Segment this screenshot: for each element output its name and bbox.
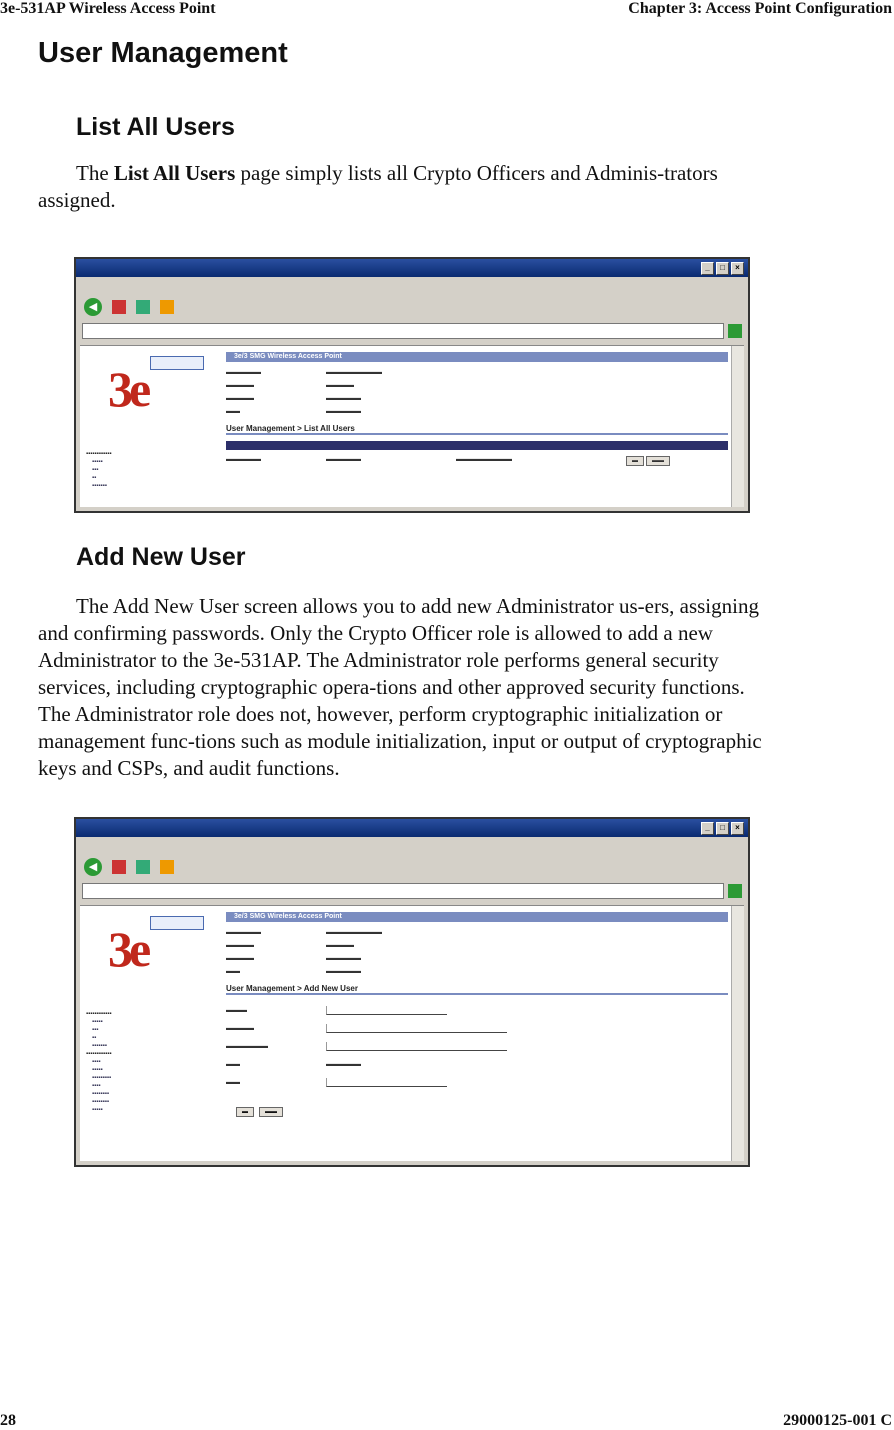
info-block: ▬▬▬▬▬ ▬▬▬▬▬▬▬▬ ▬▬▬▬ ▬▬▬▬ ▬▬▬▬ ▬▬▬▬▬ ▬▬ ▬▬▬▬▬ — [226, 369, 382, 415]
reset-button[interactable]: ▬▬ — [259, 1107, 283, 1117]
home-icon — [160, 860, 174, 874]
3e-logo: 3e — [108, 361, 148, 417]
home-icon — [160, 300, 174, 314]
back-icon: ◀ — [84, 858, 102, 876]
logo-badge — [150, 916, 204, 930]
list-all-users-heading: List All Users — [76, 113, 235, 141]
window-titlebar — [76, 259, 748, 277]
close-icon: × — [731, 262, 744, 275]
maximize-icon: □ — [716, 822, 729, 835]
section-heading: User Management > Add New User — [226, 984, 728, 995]
maximize-icon: □ — [716, 262, 729, 275]
page-content — [80, 345, 744, 507]
minimize-icon: _ — [701, 822, 714, 835]
browser-toolbar — [76, 853, 748, 881]
banner-bar: 3e/3 SMG Wireless Access Point — [226, 912, 728, 922]
password-field[interactable]: ▬▬▬▬ — [226, 1019, 728, 1037]
nav-list: ▪▪▪▪▪▪▪▪▪▪▪▪ ▪▪▪▪▪ ▪▪▪ ▪▪ ▪▪▪▪▪▪▪ — [86, 451, 112, 489]
list-all-users-screenshot — [74, 257, 750, 513]
add-new-user-heading: Add New User — [76, 543, 246, 571]
nav-list: ▪▪▪▪▪▪▪▪▪▪▪▪ ▪▪▪▪▪ ▪▪▪ ▪▪ ▪▪▪▪▪▪▪ ▪▪▪▪▪▪▪▪▪▪▪▪ ▪▪▪▪ ▪▪▪▪▪ ▪▪▪▪▪▪▪▪▪ ▪▪▪▪ ▪▪▪▪▪▪▪▪ ▪▪▪▪▪▪▪▪ ▪▪▪▪▪ — [86, 1011, 112, 1113]
add-button[interactable]: ▬ — [626, 456, 644, 466]
add-button[interactable]: ▬ — [236, 1107, 254, 1117]
logo-area — [80, 906, 220, 1161]
minimize-icon: _ — [701, 262, 714, 275]
main-panel — [226, 352, 728, 466]
page-number: 28 — [0, 1412, 16, 1429]
delete-button[interactable]: ▬▬ — [646, 456, 670, 466]
scrollbar[interactable] — [731, 906, 744, 1161]
scrollbar[interactable] — [731, 346, 744, 507]
address-input — [82, 323, 724, 339]
section-title: User Management — [38, 37, 288, 69]
menu-bar — [76, 277, 748, 293]
table-row: ▬▬▬▬▬ ▬▬▬▬▬ ▬▬▬▬▬▬▬▬ ▬ ▬▬ — [226, 450, 728, 466]
3e-logo: 3e — [108, 921, 148, 977]
user-form — [226, 1001, 728, 1091]
address-bar — [76, 321, 748, 341]
note-field[interactable]: ▬▬ — [226, 1073, 728, 1091]
stop-icon — [112, 300, 126, 314]
role-field[interactable]: ▬▬ ▬▬▬▬▬ — [226, 1060, 361, 1068]
add-new-user-screenshot — [74, 817, 750, 1167]
add-new-user-paragraph: The Add New User screen allows you to add new Administrator us-ers, assigning and confirming passwords. Only the Crypto Officer role is allowed to add a new Administrator to the 3e-531AP. The Administrator role performs general security services, including cryptographic opera-tions and other approved security functions. The Administrator role does not, however, perform cryptographic initialization or management func-tions such as module initialization, input or output of cryptographic keys and CSPs, and audit functions. — [38, 594, 762, 780]
confirm-password-field[interactable]: ▬▬▬▬▬▬ — [226, 1037, 728, 1055]
banner-bar: 3e/3 SMG Wireless Access Point — [226, 352, 728, 362]
stop-icon — [112, 860, 126, 874]
user-id-field[interactable]: ▬▬▬ — [226, 1001, 728, 1019]
menu-bar — [76, 837, 748, 853]
table-header — [226, 441, 728, 450]
back-icon: ◀ — [84, 298, 102, 316]
list-all-users-paragraph: The List All Users page simply lists all Crypto Officers and Adminis-trators assigned. — [38, 161, 718, 212]
window-titlebar — [76, 819, 748, 837]
section-heading: User Management > List All Users — [226, 424, 728, 435]
main-panel — [226, 912, 728, 1117]
refresh-icon — [136, 860, 150, 874]
refresh-icon — [136, 300, 150, 314]
page-content — [80, 905, 744, 1161]
address-input — [82, 883, 724, 899]
browser-toolbar — [76, 293, 748, 321]
address-bar — [76, 881, 748, 901]
info-block: ▬▬▬▬▬ ▬▬▬▬▬▬▬▬ ▬▬▬▬ ▬▬▬▬ ▬▬▬▬ ▬▬▬▬▬ ▬▬ ▬▬▬▬▬ — [226, 929, 382, 975]
running-header-right: Chapter 3: Access Point Configuration — [628, 0, 892, 17]
form-buttons — [226, 1105, 728, 1117]
running-header-left: 3e-531AP Wireless Access Point — [0, 0, 216, 17]
logo-badge — [150, 356, 204, 370]
document-number: 29000125-001 C — [783, 1412, 892, 1429]
go-icon — [728, 884, 742, 898]
logo-area — [80, 346, 220, 507]
close-icon: × — [731, 822, 744, 835]
go-icon — [728, 324, 742, 338]
